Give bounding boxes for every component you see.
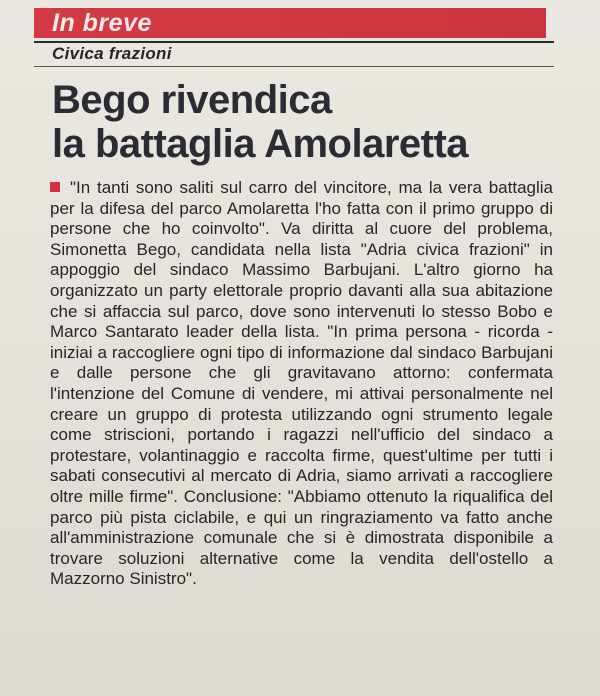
headline (52, 78, 552, 166)
headline-line-1: Bego rivendica (52, 78, 332, 122)
headline-line-2: la battaglia Amolaretta (52, 122, 469, 166)
bottom-rule (34, 66, 554, 67)
kicker: Civica frazioni (52, 44, 172, 63)
bullet-square-icon (50, 182, 60, 192)
article-text: "In tanti sono saliti sul carro del vincitore, ma la vera battaglia per la difesa del parco Amolaretta l'ho fatta con il primo gruppo di persone che ho coinvolto". Va diritta al cuore del problema, Simonetta Bego, candidata nella lista "Adria civica frazioni" in appoggio del sindaco Massimo Barbujani. L'altro giorno ha organizzato un party elettorale proprio davanti alla sua abitazione che si affaccia sul parco, dove sono intervenuti lo stesso Bobo e Marco Santarato leader della lista. "In prima persona - ricorda - iniziai a raccogliere ogni tipo di informazione dal sindaco Barbujani e dalle persone che gli gravitavano attorno: confermata l'intenzione del Comune di vendere, mi attivai personalmente nel creare un gruppo di protesta utilizzando ogni strumento legale come striscioni, portando i ragazzi nell'ufficio del sindaco a protestare, volantinaggio e raccolta firme, quest'ultime per tutti i sabati consecutivi al mercato di Adria, siamo arrivati a raccogliere oltre mille firme". Conclusione: "Abbiamo ottenuto la riqualifica del parco più pista ciclabile, e qui un ringraziamento va fatto anche all'amministrazione comunale che si è dimostrata disponibile a trovare soluzioni alternative come la vendita dell'ostello a Mazzorno Sinistro". (50, 178, 553, 589)
top-rule (34, 41, 554, 43)
section-banner (34, 8, 546, 38)
article-body (50, 178, 553, 590)
section-label: In breve (52, 9, 152, 37)
